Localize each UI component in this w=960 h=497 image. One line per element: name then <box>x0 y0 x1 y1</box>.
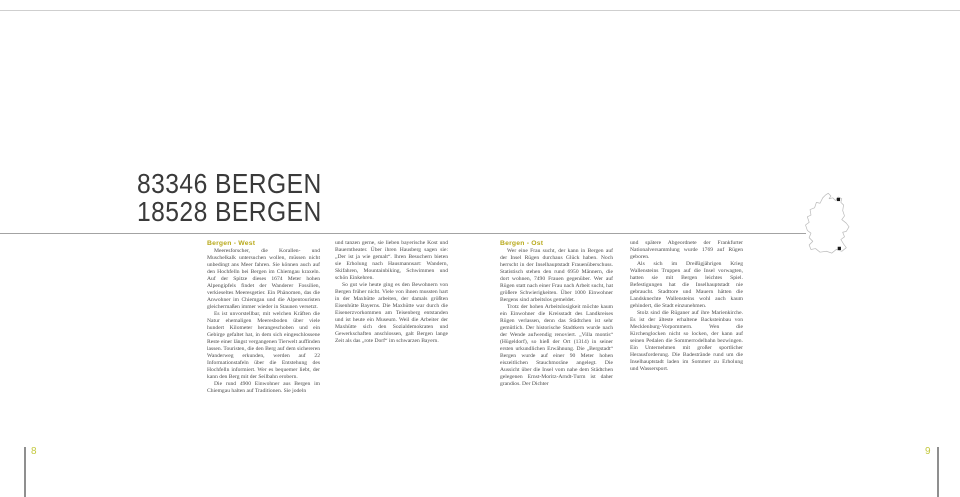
text-column-4 <box>630 240 743 373</box>
section-heading-bergen-west: Bergen - West <box>207 240 256 247</box>
marker-bergen-im-chiemgau <box>838 247 841 250</box>
paragraph: Meeresforscher, die Korallen- und Muschelkalk untersuchen wollen, müssen nicht unbedingt ans Meer fahren. Sie können auch auf den Hochfelln bei Bergen im Chiemgau kraxeln. Auf der Spitze dieses 1674 Meter hohen Alpengipfels findet der Wanderer Fossilien, verkieseltes Meeresgetier. Ein Phänomen, das die Anwohner im Chiemgau und die Alpentouristen gleichermaßen immer wieder in Staunen versetzt. <box>207 248 320 310</box>
paragraph: Wer eine Frau sucht, der kann in Bergen auf der Insel Rügen durchaus Glück haben. Noch herrscht in der Inselhauptstadt Frauenüberschuss. Statistisch stehen den rund 6950 Männern, die dort wohnen, 7490 Frauen gegenüber. Wer auf Rügen statt nach einer Frau nach Arbeit sucht, hat größere Schwierigkeiten. Über 1000 Einwohner Bergens sind arbeitslos gemeldet. <box>500 248 613 303</box>
paragraph: So gut wie heute ging es den Bewohnern von Bergen früher nicht. Viele von ihnen mussten hart in der Maxhütte arbeiten, der damals größten Eisenhütte Bayerns. Die Maxhütte war durch die Eisenerzvorkommen am Teisenberg entstanden und ist heute ein Museum. Weil die Arbeiter der Maxhütte sich den Sozialdemokraten und Gewerkschaften anschlossen, galt Bergen lange Zeit als das „rote Dorf“ im schwarzen Bayern. <box>335 282 448 344</box>
page-title-line1: 83346 BERGEN <box>137 168 322 199</box>
page-title-line2: 18528 BERGEN <box>137 196 322 227</box>
paragraph: Stolz sind die Rüganer auf ihre Marienkirche. Es ist der älteste erhaltene Backsteinbau von Mecklenburg-Vorpommern. Wen die Kirchenglocken nicht so locken, der kann auf seinen Pedalen die Sommerrodelbahn bezwingen. Ein Unternehmen mit großer sportlicher Herausforderung. Die Badestrände rund um die Inselhauptstadt laden im Sommer zu Erholung und Wassersport. <box>630 310 743 372</box>
paragraph: Trotz der hohen Arbeitslosigkeit möchte kaum ein Einwohner die Kreisstadt des Landkreises Rügen verlassen, denn das Städtchen ist sehr gemütlich. Der historische Stadtkern wurde nach der Wende aufwendig renoviert. „Villa montis“ (Hügeldorf), so hieß der Ort (1314) in seiner ersten urkundlichen Erwähnung. Die „Bergstadt“ Bergen wurde auf einer 90 Meter hohen eiszeitlichen Stauchmoräne angelegt. Die Aussicht über die Insel vom nahe dem Städtchen gelegenen Ernst-Moritz-Arndt-Turm ist daher grandios. Der Dichter <box>500 304 613 387</box>
germany-border-path <box>806 193 850 253</box>
paragraph: und spätere Abgeordnete der Frankfurter Nationalversammlung wurde 1769 auf Rügen geboren. <box>630 240 743 260</box>
text-column-3 <box>500 240 613 388</box>
paragraph: Es ist unvorstellbar, mit welchen Kräften die Natur ehemaligen Meeresboden über viele hundert Kilometer herangeschoben und ein Gebirge gefaltet hat, in dem sich eingeschlossene Reste einer längst vergangenen Tierwelt auffinden lassen. Touristen, die den Berg auf dem sichereren Wanderweg erkunden, werden auf 22 Informationstafeln über die Entstehung des Hochfelln informiert. Wer es bequemer liebt, der kann den Berg mit der Seilbahn erobern. <box>207 311 320 380</box>
paragraph: Als sich im Dreißigjährigen Krieg Wallensteins Truppen auf die Insel vorwagten, hatten sie mit Bergen leichtes Spiel. Befestigungen hat die Inselhauptstadt nie gebraucht. Stadttore und Mauern hätten die Landsknechte Wallensteins wohl auch kaum gehindert, die Stadt einzunehmen. <box>630 261 743 309</box>
paragraph: Die rund 4900 Einwohner aus Bergen im Chiemgau halten auf Traditionen. Sie jodeln <box>207 381 320 394</box>
page-title <box>137 170 322 226</box>
right-corner-rule <box>937 447 939 497</box>
germany-outline-icon <box>801 191 859 259</box>
page-number-right: 9 <box>925 446 931 457</box>
text-column-2 <box>335 240 448 345</box>
page-number-left: 8 <box>31 446 37 457</box>
section-heading-bergen-ost: Bergen - Ost <box>500 240 544 247</box>
paragraph: und tanzen gerne, sie lieben bayerische Kost und Bauerntheater. Über ihren Hausberg sagen sie: „Der ist ja wie gemalt“. Ihren Besuchern bieten sie Erholung nach Hausmannsart: Wandern, Skifahren, Mountainbiking, Schwimmen und schön Einkehren. <box>335 240 448 281</box>
marker-bergen-auf-ruegen <box>837 198 840 201</box>
top-rule <box>0 10 960 11</box>
germany-map <box>801 191 859 259</box>
left-corner-rule <box>24 447 26 497</box>
title-underline-rule <box>0 233 806 234</box>
text-column-1 <box>207 240 320 395</box>
